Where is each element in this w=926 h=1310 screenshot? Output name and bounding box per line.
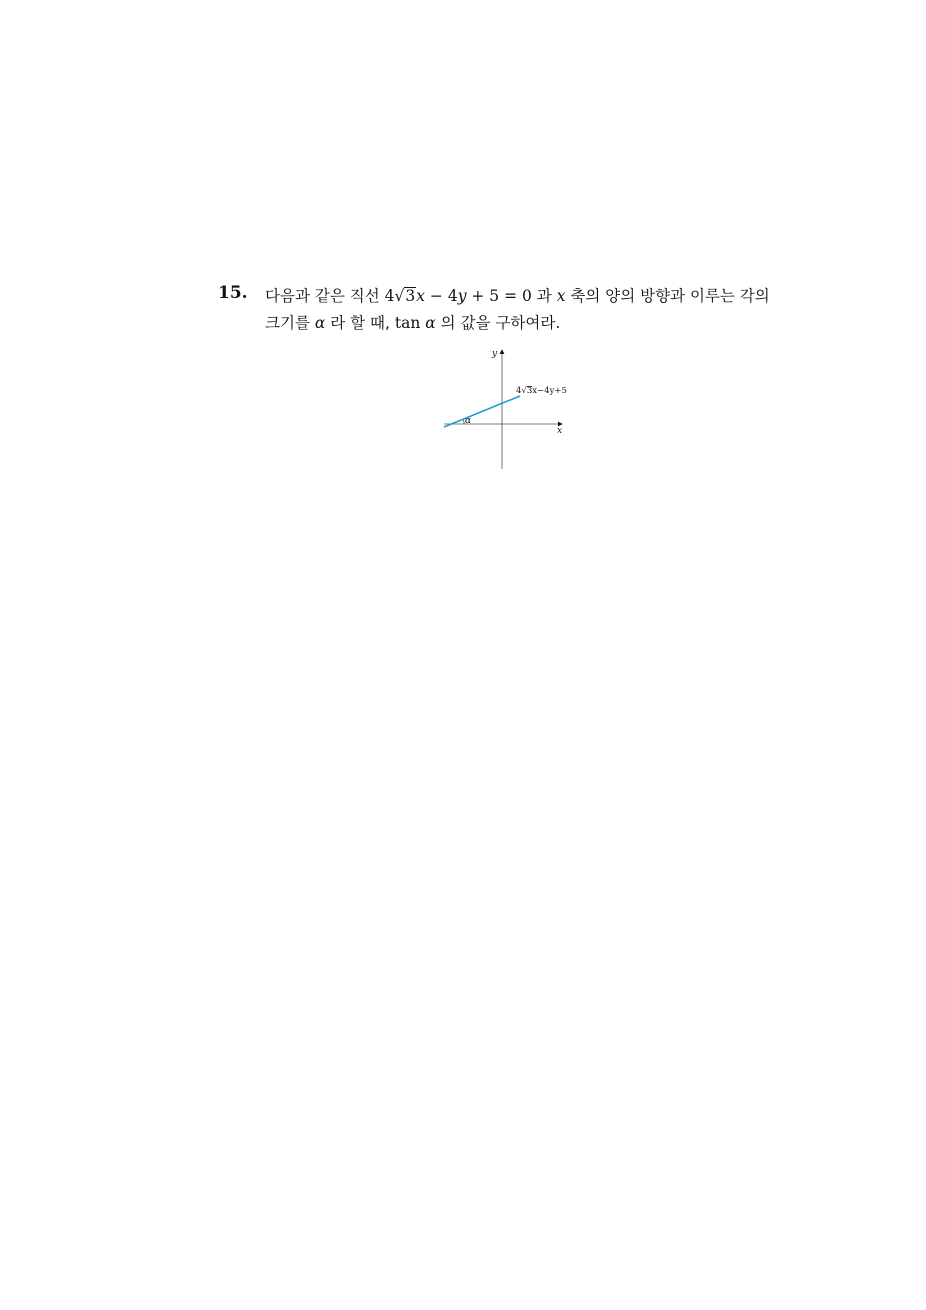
axis-variable: x [556,287,566,305]
problem-text-line-2 [265,310,785,337]
angle-label: α [465,416,472,426]
tan-function: tan [394,314,421,332]
line-label-coef: 4 [516,386,522,396]
line-equation-label [516,386,567,396]
alpha-symbol: α [425,314,436,332]
problem-text [265,283,785,337]
line-label-sqrt: 3 [526,386,533,396]
problem-number: 15. [218,283,248,303]
line-label-rest: x−4y+5 [532,386,567,396]
equation-minus: − 4 [424,287,458,305]
text-segment: 라 할 때, [325,314,395,332]
text-segment: 다음과 같은 직선 [265,287,385,305]
angle-arc [464,420,465,424]
alpha-symbol: α [314,314,326,332]
problem-text-line-1 [265,283,785,310]
text-segment: 과 [531,287,557,305]
equation-x: x [416,287,425,305]
line-figure [436,342,586,474]
y-axis-label: y [492,349,498,359]
figure-svg [436,342,586,474]
equation-coefficient: 4 [384,287,395,305]
text-segment: 의 값을 구하여라. [435,314,561,332]
x-axis-label: x [557,426,563,436]
text-segment: 크기를 [265,314,315,332]
graph-line [444,396,520,427]
line-label-radical: √ [521,386,527,396]
equation-y: y [457,287,467,305]
equation-sqrt: 3 [405,287,416,305]
equation: 4√3x − 4y + 5 = 0 [384,287,532,305]
text-segment: 축의 양의 방향과 이루는 각의 [565,287,770,305]
equation-tail: + 5 = 0 [466,287,532,305]
